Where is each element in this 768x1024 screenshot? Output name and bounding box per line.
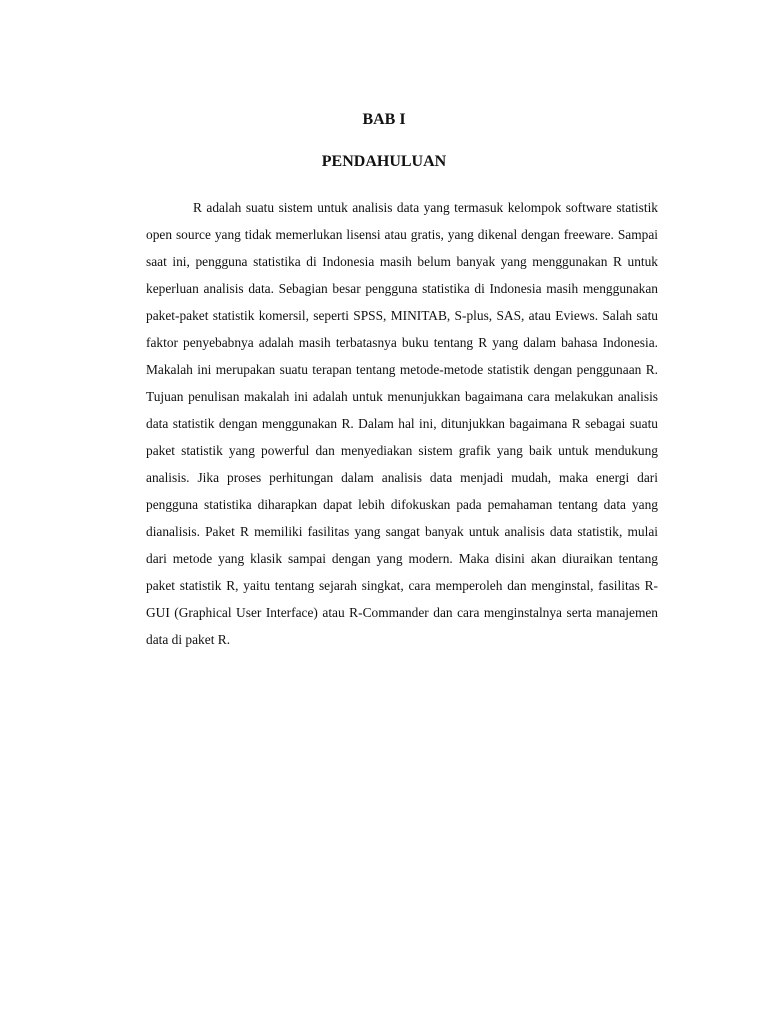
body-paragraph: R adalah suatu sistem untuk analisis data yang termasuk kelompok software statistik open source yang tidak memerlukan lisensi atau gratis, yang dikenal dengan freeware. Sampai saat ini, pengguna statistika di Indonesia masih belum banyak yang menggunakan R untuk keperluan analisis data. Sebagian besar pengguna statistika di Indonesia masih menggunakan paket-paket statistik komersil, seperti SPSS, MINITAB, S-plus, SAS, atau Eviews. Salah satu faktor penyebabnya adalah masih terbatasnya buku tentang R yang dalam bahasa Indonesia. Makalah ini merupakan suatu terapan tentang metode-metode statistik dengan penggunaan R. Tujuan penulisan makalah ini adalah untuk menunjukkan bagaimana cara melakukan analisis data statistik dengan menggunakan R. Dalam hal ini, ditunjukkan bagaimana R sebagai suatu paket statistik yang powerful dan menyediakan sistem grafik yang baik untuk mendukung analisis. Jika proses perhitungan dalam analisis data menjadi mudah, maka energi dari pengguna statistika diharapkan dapat lebih difokuskan pada pemahaman tentang data yang dianalisis. Paket R memiliki fasilitas yang sangat banyak untuk analisis data statistik, mulai dari metode yang klasik sampai dengan yang modern. Maka disini akan diuraikan tentang paket statistik R, yaitu tentang sejarah singkat, cara memperoleh dan menginstal, fasilitas R-GUI (Graphical User Interface) atau R-Commander dan cara menginstalnya serta manajemen data di paket R. xyxy=(146,200,658,647)
chapter-title: PENDAHULUAN xyxy=(321,153,447,170)
chapter-number: BAB I xyxy=(362,111,406,128)
